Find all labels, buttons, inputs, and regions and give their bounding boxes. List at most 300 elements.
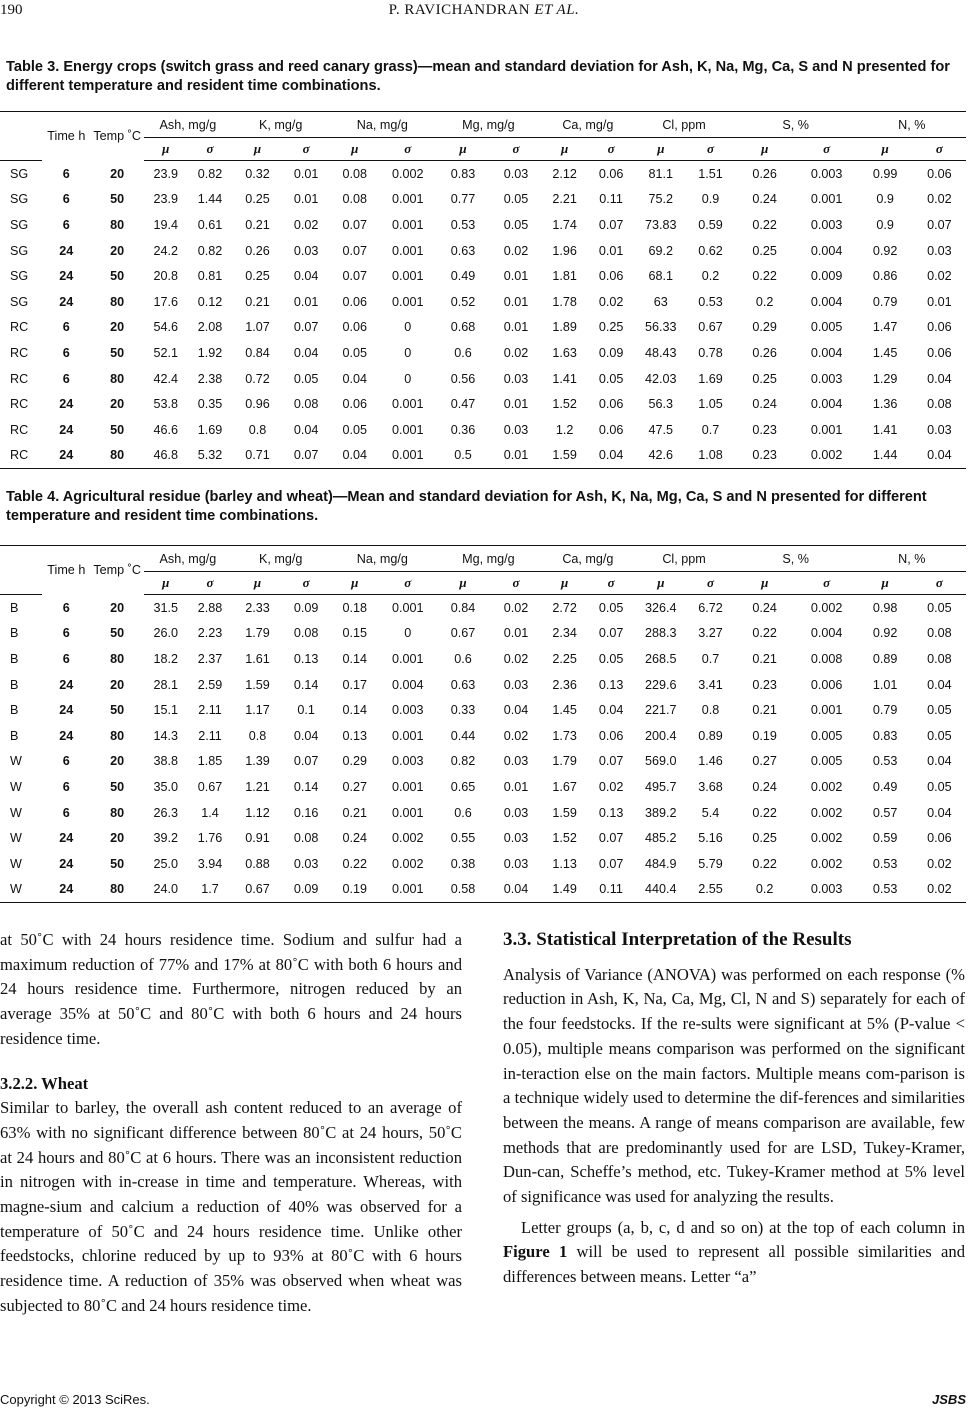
sample-code-cell: SG <box>10 192 29 207</box>
value-cell: 0.27 <box>752 754 777 769</box>
value-cell: 0.04 <box>293 345 319 360</box>
value-cell: 0.04 <box>927 805 952 820</box>
sample-code-cell: RC <box>0 443 42 469</box>
value-cell: 0.96 <box>245 397 270 412</box>
value-cell: 0.98 <box>872 600 898 615</box>
value-cell: 0.005 <box>810 320 843 335</box>
table4-mean-header: μ <box>541 572 587 595</box>
value-cell: 0.08 <box>927 397 952 412</box>
value-cell: 48.43 <box>645 345 677 360</box>
value-cell: 38.8 <box>153 754 179 769</box>
value-cell: 0.06 <box>927 345 952 360</box>
value-cell: 0.53 <box>858 877 913 903</box>
figure-1-reference[interactable]: Figure 1 <box>503 1242 568 1262</box>
value-cell: 0.21 <box>245 217 270 232</box>
value-cell: 2.12 <box>552 166 577 181</box>
value-cell: 0.61 <box>197 217 223 232</box>
value-cell: 0.04 <box>293 728 319 743</box>
value-cell: 0.08 <box>927 626 952 641</box>
value-cell: 0.24 <box>752 600 777 615</box>
value-cell: 0.24 <box>752 397 777 412</box>
time-cell: 24 <box>59 831 74 846</box>
value-cell: 0.47 <box>450 397 476 412</box>
value-cell: 0.001 <box>392 269 424 284</box>
value-cell: 0.86 <box>872 269 898 284</box>
time-cell: 24 <box>42 443 91 469</box>
value-cell: 0.2 <box>701 269 720 284</box>
value-cell: 0.07 <box>927 217 952 232</box>
value-cell: 0.06 <box>342 320 367 335</box>
value-cell: 2.36 <box>552 677 577 692</box>
sample-code-cell: W <box>10 779 22 794</box>
table4-sd-header: σ <box>491 572 542 595</box>
value-cell: 0.07 <box>283 443 329 469</box>
temp-cell: 80 <box>91 877 144 903</box>
value-cell: 0.001 <box>392 728 424 743</box>
value-cell: 0.65 <box>450 779 476 794</box>
table4-temp-header: Temp ˚C <box>91 546 144 595</box>
value-cell: 1.59 <box>245 677 270 692</box>
value-cell: 0.03 <box>503 677 529 692</box>
value-cell: 24.0 <box>144 877 188 903</box>
value-cell: 200.4 <box>645 728 677 743</box>
time-cell: 6 <box>62 754 70 769</box>
value-cell: 1.29 <box>872 371 898 386</box>
value-cell: 0.14 <box>342 651 367 666</box>
value-cell: 0.72 <box>245 371 270 386</box>
value-cell: 14.3 <box>153 728 179 743</box>
table-row <box>0 238 966 264</box>
value-cell: 0.84 <box>450 600 476 615</box>
value-cell: 0.57 <box>872 805 898 820</box>
time-cell: 24 <box>59 703 74 718</box>
value-cell: 0.13 <box>342 728 367 743</box>
value-cell: 0 <box>404 345 412 360</box>
value-cell: 0.02 <box>503 345 529 360</box>
value-cell: 23.9 <box>153 192 179 207</box>
value-cell: 0.23 <box>752 422 777 437</box>
table3-mean-header: μ <box>541 138 587 161</box>
value-cell: 0.07 <box>342 243 367 258</box>
value-cell: 0.06 <box>927 166 952 181</box>
temp-cell: 50 <box>110 856 125 871</box>
value-cell: 1.52 <box>552 831 577 846</box>
value-cell: 0.63 <box>450 243 476 258</box>
value-cell: 1.39 <box>245 754 270 769</box>
value-cell: 5.79 <box>698 856 723 871</box>
value-cell: 0.16 <box>293 805 319 820</box>
value-cell: 569.0 <box>645 754 677 769</box>
value-cell: 42.03 <box>645 371 677 386</box>
time-cell: 24 <box>59 294 74 309</box>
value-cell: 0.001 <box>380 443 435 469</box>
value-cell: 46.6 <box>153 422 179 437</box>
value-cell: 0.002 <box>810 831 843 846</box>
value-cell: 0.08 <box>293 397 319 412</box>
temp-cell: 20 <box>110 831 125 846</box>
value-cell: 3.41 <box>698 677 723 692</box>
value-cell: 1.52 <box>552 397 577 412</box>
table-row <box>0 851 966 877</box>
value-cell: 0.89 <box>698 728 723 743</box>
time-cell: 6 <box>62 371 70 386</box>
value-cell: 484.9 <box>645 856 677 871</box>
table-row <box>0 340 966 366</box>
value-cell: 0.26 <box>752 345 777 360</box>
value-cell: 3.68 <box>698 779 723 794</box>
value-cell: 0.99 <box>872 166 898 181</box>
value-cell: 0.67 <box>197 779 223 794</box>
value-cell: 75.2 <box>648 192 674 207</box>
value-cell: 0.04 <box>927 754 952 769</box>
value-cell: 0.02 <box>503 651 529 666</box>
value-cell: 0.001 <box>810 422 843 437</box>
value-cell: 0.05 <box>598 651 624 666</box>
table-row <box>0 315 966 341</box>
value-cell: 0.004 <box>810 345 843 360</box>
value-cell: 0.92 <box>872 626 898 641</box>
value-cell: 0.05 <box>503 217 529 232</box>
value-cell: 0.88 <box>245 856 270 871</box>
table-row <box>0 825 966 851</box>
value-cell: 2.88 <box>197 600 223 615</box>
value-cell: 0.002 <box>810 856 843 871</box>
value-cell: 0.89 <box>872 651 898 666</box>
value-cell: 0.05 <box>927 703 952 718</box>
value-cell: 0.22 <box>752 626 777 641</box>
value-cell: 485.2 <box>645 831 677 846</box>
value-cell: 0.09 <box>283 877 329 903</box>
value-cell: 0.26 <box>752 166 777 181</box>
value-cell: 5.16 <box>698 831 723 846</box>
temp-cell: 50 <box>110 345 125 360</box>
temp-cell: 50 <box>110 269 125 284</box>
value-cell: 0.25 <box>598 320 624 335</box>
table-row <box>0 212 966 238</box>
value-cell: 0.21 <box>342 805 367 820</box>
value-cell: 0.21 <box>752 703 777 718</box>
value-cell: 0.01 <box>927 294 952 309</box>
sample-code-cell: B <box>10 626 19 641</box>
page-number: 190 <box>0 2 23 18</box>
table3-group-header: Cl, ppm <box>634 112 733 138</box>
value-cell: 0.001 <box>810 192 843 207</box>
table4 <box>0 545 966 903</box>
value-cell: 495.7 <box>645 779 677 794</box>
value-cell: 0.2 <box>734 877 796 903</box>
value-cell: 0.05 <box>503 192 529 207</box>
value-cell: 0.91 <box>245 831 270 846</box>
value-cell: 0.03 <box>503 856 529 871</box>
table4-mean-header: μ <box>144 572 188 595</box>
value-cell: 0.6 <box>454 345 472 360</box>
value-cell: 2.38 <box>197 371 223 386</box>
value-cell: 6.72 <box>698 600 723 615</box>
value-cell: 0.04 <box>588 443 634 469</box>
value-cell: 0.14 <box>293 677 319 692</box>
value-cell: 268.5 <box>645 651 677 666</box>
value-cell: 1.59 <box>541 443 587 469</box>
table3-group-header: Na, mg/g <box>329 112 435 138</box>
table-row <box>0 187 966 213</box>
table4-mean-header: μ <box>232 572 283 595</box>
table3-mean-header: μ <box>232 138 283 161</box>
value-cell: 0.06 <box>598 166 624 181</box>
value-cell: 0.003 <box>796 877 858 903</box>
table4-group-header: Cl, ppm <box>634 546 733 572</box>
table4-sd-header: σ <box>588 572 634 595</box>
value-cell: 0.67 <box>450 626 476 641</box>
value-cell: 0.04 <box>913 443 966 469</box>
value-cell: 0.004 <box>810 294 843 309</box>
value-cell: 0.04 <box>293 422 319 437</box>
value-cell: 0.56 <box>450 371 476 386</box>
value-cell: 25.0 <box>153 856 179 871</box>
value-cell: 0.06 <box>598 397 624 412</box>
value-cell: 0.11 <box>588 877 634 903</box>
value-cell: 0.6 <box>454 805 472 820</box>
value-cell: 23.9 <box>153 166 179 181</box>
table3-blank-header <box>0 138 42 161</box>
value-cell: 0.06 <box>342 294 367 309</box>
value-cell: 0.02 <box>598 779 624 794</box>
table4-group-header: Na, mg/g <box>329 546 435 572</box>
time-cell: 6 <box>62 320 70 335</box>
temp-cell: 80 <box>110 371 125 386</box>
temp-cell: 20 <box>110 243 125 258</box>
value-cell: 0.002 <box>392 831 424 846</box>
value-cell: 1.79 <box>552 754 577 769</box>
temp-cell: 20 <box>110 600 125 615</box>
value-cell: 69.2 <box>648 243 674 258</box>
value-cell: 2.23 <box>197 626 223 641</box>
value-cell: 0.02 <box>927 269 952 284</box>
value-cell: 0.06 <box>598 728 624 743</box>
value-cell: 1.44 <box>197 192 223 207</box>
value-cell: 2.11 <box>198 728 222 743</box>
value-cell: 1.59 <box>552 805 577 820</box>
value-cell: 0.02 <box>293 217 319 232</box>
value-cell: 17.6 <box>153 294 179 309</box>
value-cell: 1.78 <box>552 294 577 309</box>
value-cell: 0.38 <box>450 856 476 871</box>
table3-sd-header: σ <box>796 138 858 161</box>
table4-group-header: S, % <box>734 546 858 572</box>
value-cell: 0.07 <box>342 269 367 284</box>
value-cell: 0.08 <box>342 166 367 181</box>
value-cell: 0.79 <box>872 703 898 718</box>
value-cell: 0.68 <box>450 320 476 335</box>
time-cell: 24 <box>59 728 74 743</box>
value-cell: 0.22 <box>752 217 777 232</box>
table3-mean-header: μ <box>634 138 687 161</box>
value-cell: 0.05 <box>598 600 624 615</box>
value-cell: 1.12 <box>245 805 270 820</box>
value-cell: 0.05 <box>342 422 367 437</box>
sample-code-cell: RC <box>10 345 29 360</box>
value-cell: 0.04 <box>293 269 319 284</box>
temp-cell: 80 <box>91 443 144 469</box>
table4-group-header: Ash, mg/g <box>144 546 232 572</box>
value-cell: 0.49 <box>450 269 476 284</box>
value-cell: 1.67 <box>552 779 577 794</box>
value-cell: 0.03 <box>503 754 529 769</box>
value-cell: 0.53 <box>872 856 898 871</box>
time-cell: 6 <box>62 192 70 207</box>
value-cell: 1.07 <box>245 320 270 335</box>
temp-cell: 80 <box>110 728 125 743</box>
value-cell: 0.25 <box>245 192 270 207</box>
value-cell: 2.37 <box>197 651 223 666</box>
value-cell: 0.6 <box>454 651 472 666</box>
value-cell: 0.13 <box>598 677 624 692</box>
table3-group-header: S, % <box>734 112 858 138</box>
value-cell: 0.003 <box>392 703 424 718</box>
value-cell: 26.3 <box>153 805 179 820</box>
value-cell: 0.52 <box>450 294 476 309</box>
value-cell: 0.002 <box>810 805 843 820</box>
value-cell: 0.25 <box>752 243 777 258</box>
sample-code-cell: W <box>10 754 22 769</box>
sample-code-cell: SG <box>10 166 29 181</box>
value-cell: 0.03 <box>293 243 319 258</box>
table3-sd-header: σ <box>491 138 542 161</box>
value-cell: 0.77 <box>450 192 476 207</box>
value-cell: 0.07 <box>598 626 624 641</box>
value-cell: 1.7 <box>188 877 232 903</box>
time-cell: 6 <box>62 779 70 794</box>
table-row <box>0 723 966 749</box>
value-cell: 0.29 <box>342 754 367 769</box>
temp-cell: 20 <box>110 754 125 769</box>
value-cell: 0.04 <box>927 371 952 386</box>
table-row <box>0 595 966 621</box>
value-cell: 0.53 <box>872 754 898 769</box>
value-cell: 39.2 <box>153 831 179 846</box>
value-cell: 31.5 <box>153 600 179 615</box>
value-cell: 0.002 <box>810 779 843 794</box>
value-cell: 0.09 <box>293 600 319 615</box>
value-cell: 0.44 <box>450 728 476 743</box>
value-cell: 0.22 <box>752 856 777 871</box>
value-cell: 0.18 <box>342 600 367 615</box>
left-paragraph-2: Similar to barley, the overall ash content reduced to an average of 63% with no significant difference between 80˚C at 24 hours, 50˚C at 24 hours and 80˚C at 6 hours. There was an inconsistent reduction in nitrogen with in-crease in time and temperature. Whereas, with magne-sium and calcium a reduction of 40% was observed for a temperature of 50˚C and 24 hours residence time. Unlike other feedstocks, chlorine reduced by up to 93% at 80˚C with 6 hours residence time. A reduction of 35% was observed when wheat was subjected to 80˚C and 24 hours residence time. <box>0 1098 462 1315</box>
table-row <box>0 877 966 903</box>
value-cell: 24.2 <box>153 243 179 258</box>
value-cell: 0.32 <box>245 166 270 181</box>
value-cell: 0.002 <box>796 443 858 469</box>
value-cell: 73.83 <box>645 217 677 232</box>
temp-cell: 80 <box>110 651 125 666</box>
value-cell: 1.4 <box>201 805 219 820</box>
value-cell: 0.07 <box>598 754 624 769</box>
value-cell: 0.9 <box>876 217 894 232</box>
sample-code-cell: B <box>10 703 19 718</box>
value-cell: 47.5 <box>648 422 674 437</box>
value-cell: 0.01 <box>503 397 529 412</box>
value-cell: 0.001 <box>392 779 424 794</box>
value-cell: 2.59 <box>197 677 223 692</box>
value-cell: 1.81 <box>552 269 577 284</box>
table4-mean-header: μ <box>634 572 687 595</box>
value-cell: 0.12 <box>197 294 223 309</box>
value-cell: 0.53 <box>698 294 723 309</box>
table3-group-header: Ash, mg/g <box>144 112 232 138</box>
value-cell: 0.04 <box>503 703 529 718</box>
table3-sd-header: σ <box>188 138 232 161</box>
time-cell: 24 <box>42 877 91 903</box>
table-row <box>0 774 966 800</box>
value-cell: 20.8 <box>153 269 179 284</box>
right-paragraph-2 <box>503 1216 965 1290</box>
running-head-authors: P. RAVICHANDRAN <box>388 2 531 18</box>
value-cell: 0.001 <box>392 243 424 258</box>
value-cell: 0.08 <box>927 651 952 666</box>
value-cell: 0.55 <box>450 831 476 846</box>
value-cell: 0.14 <box>342 703 367 718</box>
table4-sd-header: σ <box>687 572 733 595</box>
value-cell: 0.07 <box>598 831 624 846</box>
value-cell: 56.3 <box>648 397 674 412</box>
table3-mean-header: μ <box>329 138 380 161</box>
table4-caption: Table 4. Agricultural residue (barley and wheat)—Mean and standard deviation for Ash, K, Na, Mg, Ca, S and N presented for different temperature and resident time combinations. <box>6 489 927 524</box>
value-cell: 389.2 <box>645 805 677 820</box>
table4-rowlabel-header <box>0 546 42 572</box>
value-cell: 0.84 <box>245 345 270 360</box>
value-cell: 0.02 <box>927 856 952 871</box>
right-paragraph-1: Analysis of Variance (ANOVA) was performed on each response (% reduction in Ash, K, Na, Ca, Mg, Cl, N and S) separately for each of the four feedstocks. If the re-sults were significant at 5% (P-value < 0.05), multiple means comparison was performed on the significant in-teraction else on the main factors. Multiple means com-parison is a technique widely used to determine the dif-ferences and similarities between the means. A range of means comparison are available, few methods that are predominantly used for are LSD, Tukey-Kramer, Dun-can, Scheffe’s method, etc. Tukey-Kramer method at 5% level of significance was used for analyzing the results. <box>503 964 965 1207</box>
value-cell: 0.002 <box>810 600 843 615</box>
table4-time-header: Time h <box>42 546 91 595</box>
table4-group-header: K, mg/g <box>232 546 329 572</box>
value-cell: 0.001 <box>380 877 435 903</box>
value-cell: 0.83 <box>872 728 898 743</box>
right-column <box>503 928 965 1290</box>
value-cell: 0.02 <box>927 192 952 207</box>
sample-code-cell: B <box>10 600 19 615</box>
value-cell: 0.001 <box>392 217 424 232</box>
table-row <box>0 417 966 443</box>
temp-cell: 50 <box>110 422 125 437</box>
table4-group-header: Ca, mg/g <box>541 546 634 572</box>
table-row <box>0 161 966 187</box>
value-cell: 0.23 <box>752 677 777 692</box>
value-cell: 0.58 <box>435 877 490 903</box>
table3-time-header: Time h <box>42 112 91 161</box>
temp-cell: 20 <box>110 397 125 412</box>
value-cell: 0.53 <box>450 217 476 232</box>
table3-mean-header: μ <box>858 138 913 161</box>
value-cell: 0.33 <box>450 703 476 718</box>
value-cell: 1.45 <box>872 345 898 360</box>
value-cell: 0.01 <box>293 166 319 181</box>
value-cell: 440.4 <box>634 877 687 903</box>
value-cell: 0.005 <box>810 728 843 743</box>
value-cell: 63 <box>653 294 668 309</box>
value-cell: 2.33 <box>245 600 270 615</box>
value-cell: 221.7 <box>645 703 677 718</box>
running-head <box>0 2 968 19</box>
value-cell: 0.03 <box>503 831 529 846</box>
value-cell: 0.001 <box>392 294 424 309</box>
table-row <box>0 289 966 315</box>
value-cell: 35.0 <box>153 779 179 794</box>
value-cell: 1.46 <box>698 754 723 769</box>
value-cell: 0.09 <box>598 345 624 360</box>
value-cell: 1.96 <box>552 243 577 258</box>
value-cell: 0.24 <box>752 779 777 794</box>
value-cell: 0.001 <box>392 805 424 820</box>
